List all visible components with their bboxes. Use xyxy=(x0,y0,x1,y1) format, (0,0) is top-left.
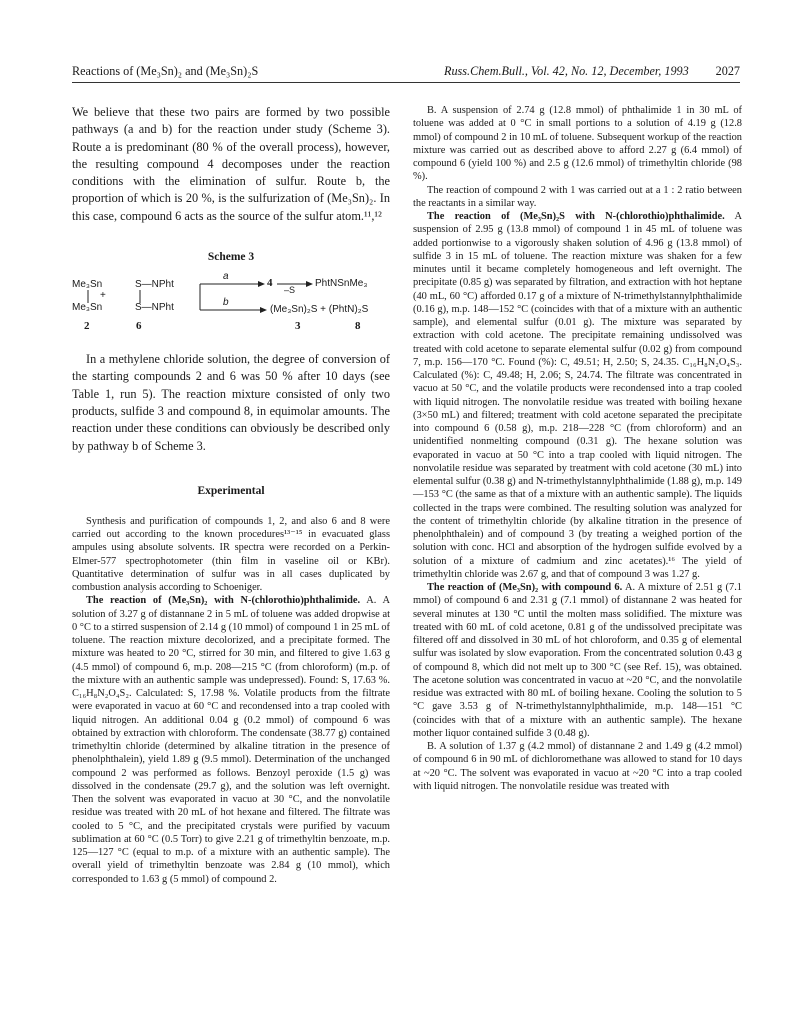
route-b-label: b xyxy=(223,297,229,309)
running-header xyxy=(72,62,740,83)
right-column xyxy=(413,104,742,793)
reaction-compound6-paragraph xyxy=(413,581,742,740)
intro-paragraph: We believe that these two pairs are formed by two possible pathways (a and b) for the reaction under study (Scheme 3). Route a is predominant (80 % of the overall process), however, the resulting compound 4 decomposes under the reaction conditions with the elimination of sulfur. Route b, the proportion of which is 20 %, is the sulfurization of (Me₃Sn)₂. In this case, compound 6 acts as the source of the sulfur atom.¹¹,¹² xyxy=(72,105,390,223)
compound-4-label: 4 xyxy=(267,277,273,290)
product-route-a: PhtNSnMe₃ xyxy=(315,278,368,290)
runin-heading-1: The reaction of (Me₃Sn)₂ with N-(chlorothio)phthalimide. xyxy=(86,595,361,607)
minus-sulfur-label: –S xyxy=(284,285,296,296)
experimental-intro: Synthesis and purification of compounds 1, 2, and also 6 and 8 were carried out according to the known procedures¹³⁻¹⁵ in evacuated glass ampules using absolute solvents. IR spectra were recorded on a Perkin-Elmer-577 spectrophotometer (thin film in vaseline oil or KBr). Quantitative determination of sulfur was in all cases duplicated by combustion analysis according to Schoeniger. xyxy=(72,515,390,594)
me3sn-top: Me₃Sn xyxy=(72,279,103,291)
procedure-b-paragraph: B. A suspension of 2.74 g (12.8 mmol) of phthalimide 1 in 30 mL of toluene was added at 0 °C in small portions to a solution of 4.19 g (12.8 mmol) of compound 2 in 10 mL of toluene. Subsequent workup of the reaction mixture was carried out as described above to afford 2.27 g (6.4 mmol) of compound 6 (yield 100 %) and 2.5 g (12.6 mmol) of trimethyltin chloride (98 %). xyxy=(413,105,742,183)
header-journal: Russ.Chem.Bull., Vol. 42, No. 12, December, 1993 xyxy=(444,64,689,78)
reaction-compound6-text: A. A mixture of 2.51 g (7.1 mmol) of compound 6 and 2.31 g (7.1 mmol) of distannane 2 was heated for several minutes at 130 °C until the molten mass solidified. The mixture was treated with 60 mL of cold acetone, 0.81 g of the undissolved precipitate was filtered off and dissolved in 30 mL of hot chloroform, and 0.35 g of elemental sulfur was isolated by slow evaporation. From the concentrated solution 0.43 g of compound 8, which did not melt up to 300 °C (see Ref. 15), was obtained. The acetone solution was concentrated in vacuo at ~20 °C, and the nonvolatile residue was extracted with 80 mL of boiling hexane. Cooling the solution to 5 °C gave 3.53 g of N-trimethylstannylphthalimide, m.p. 148—151 °C (coincides with that of a mixture with an authentic sample). The hexane mother liquor contained sulfide 3 (0.48 g). xyxy=(413,582,742,739)
header-title: Reactions of (Me₃Sn)₂ and (Me₃Sn)₂S xyxy=(72,64,259,78)
conversion-paragraph: In a methylene chloride solution, the degree of conversion of the starting compounds 2 and 6 was 50 % after 10 days (see Table 1, run 5). The reaction mixture consisted of only two products, sulfide 3 and compound 8, in equimolar amounts. The reaction under these conditions can obviously be described only by pathway b of Scheme 3. xyxy=(72,352,390,453)
left-column xyxy=(72,104,390,886)
runin-heading-2: The reaction of (Me₃Sn)₂S with N-(chlorothio)phthalimide. xyxy=(427,211,725,222)
compound-3-number: 3 xyxy=(295,320,301,333)
snpht-bottom: S—NPht xyxy=(135,302,174,314)
reaction-distannane-text: A. A solution of 3.27 g of distannane 2 in 5 mL of toluene was added dropwise at 0 °C to a stirred suspension of 2.14 g (10 mmol) of compound 1 in 25 mL of toluene. The reaction mixture decolorized, and a precipitate formed. The mixture was heated to 20 °C, stirred for 30 min, and filtered to give 1.63 g (4.5 mmol) of compound 6, m.p. 208—215 °C (from chloroform) (m.p. of the mixture with an authentic sample was undepressed). Found: S, 17.63 %. C₁₆H₈N₂O₄S₂. Calculated: S, 17.98 %. Volatile products from the filtrate were evaporated in vacuo at 60 °C and recondensed into a trap cooled with liquid nitrogen. An additional 0.04 g (0.2 mmol) of compound 6 was obtained by extraction with chloroform. The condensate (38.77 g) contained trimethyltin chloride (determined by alkaline titration in the presence of phenolphthalein), yield 1.89 g (9.5 mmol). Determination of the unchanged compound 2 was performed as follows. Benzoyl peroxide (1.5 g) was dissolved in the condensate (29.7 g), and the solution was left overnight. Then the solvent was evaporated in vacuo at 30 °C, and the nonvolatile residue was treated with 20 mL of hot hexane and filtered. The filtrate was cooled to 5 °C, and the precipitated crystals were purified by vacuum sublimation at 60 °C (0.5 Torr) to give 2.21 g of trimethyltin benzoate, m.p. 125—127 °C (equal to m.p. of a mixture with an authentic sample). The overall yield of trimethyltin benzoate was 2.84 g (10 mmol), which corresponded to 1.63 g (5 mmol) of compound 2. xyxy=(72,595,390,885)
scheme-3 xyxy=(72,273,390,337)
procedure-b2-paragraph: B. A solution of 1.37 g (4.2 mmol) of distannane 2 and 1.49 g (4.2 mmol) of compound 6 in 90 mL of dichloromethane was allowed to stand for 10 days at ~20 °C. The solvent was evaporated in vacuo at ~20 °C into a trap cooled with liquid nitrogen. The nonvolatile residue was treated with xyxy=(413,741,742,792)
reaction-sulfide-text: A suspension of 2.95 g (13.8 mmol) of compound 1 in 45 mL of toluene was added portionwise to a vigorously shaken solution of 4.96 g (13.8 mmol) of sulfide 3 in 15 mL of toluene. The reaction mixture was shaken for a few minutes until it became completely homogeneous and left overnight. The precipitate (0.85 g) was separated by filtration, and extraction with hot heptane (40 mL, 60 °C) afforded 0.17 g of a mixture of N-trimethylstannylphthalimide (0.16 g), m.p. 148—152 °C (coincides with that of a mixture with an authentic sample), and elemental sulfur (0.01 g). The mixture was separated by extraction with cold acetone. The precipitate remaining undissolved was treated with cold acetone to separate elemental sulfur (0.02 g) from compound 7, m.p. 156—170 °C. Found (%): C, 49.51; H, 2.50; S, 24.35. C₁₆H₈N₂O₄S₃. Calculated (%): C, 49.48; H, 2.06; S, 24.74. The filtrate was concentrated in vacuo at 50 °C, and the volatile products were recondensed into a trap cooled with liquid nitrogen. The nonvolatile residue was treated with boiling hexane (3×50 mL) and filtered; treatment with cold acetone separated the precipitate into compound 6 (0.58 g), m.p. 218—228 °C (from chloroform) and an unidentified nonmelting compound (0.31 g). The hexane solution was evaporated in vacuo at 50 °C into a trap cooled with liquid nitrogen. The nonvolatile residue was separated by treatment with cold acetone (30 mL) into elemental sulfur (0.38 g) and N-trimethylstannylphthalimide (1.88 g), m.p. 149—153 °C (the same as that of a mixture with an authentic sample). The liquids collected in the traps were combined. The resulting solution was analyzed for the content of trimethyltin chloride (by alkaline titration in the presence of phenolphthalein) and of compound 3 (by treating a weighed portion of the solution with conc. HCl and absorption of the hydrogen sulfide evolved by a solution of a mixture of cadmium and zinc acetates).¹⁶ The yield of trimethyltin chloride was 2.67 g, and that of compound 3 was 1.27 g. xyxy=(413,211,742,580)
plus-sign: + xyxy=(100,290,106,302)
runin-heading-3: The reaction of (Me₃Sn)₂ with compound 6. xyxy=(427,582,623,593)
compound-8-number: 8 xyxy=(355,320,361,333)
compound-6-number: 6 xyxy=(136,320,142,333)
reaction-distannane-paragraph xyxy=(72,594,390,886)
page-number: 2027 xyxy=(715,64,740,78)
route-a-label: a xyxy=(223,271,229,283)
scheme-title: Scheme 3 xyxy=(207,251,255,264)
experimental-heading: Experimental xyxy=(197,484,265,497)
compound-2-number: 2 xyxy=(84,320,90,333)
ratio-paragraph: The reaction of compound 2 with 1 was carried out at a 1 : 2 ratio between the reactants in a similar way. xyxy=(413,184,742,209)
reaction-sulfide-paragraph xyxy=(413,210,742,581)
me3sn-bottom: Me₃Sn xyxy=(72,302,103,314)
product-route-b: (Me₃Sn)₂S + (PhtN)₂S xyxy=(270,304,369,316)
snpht-top: S—NPht xyxy=(135,279,174,291)
